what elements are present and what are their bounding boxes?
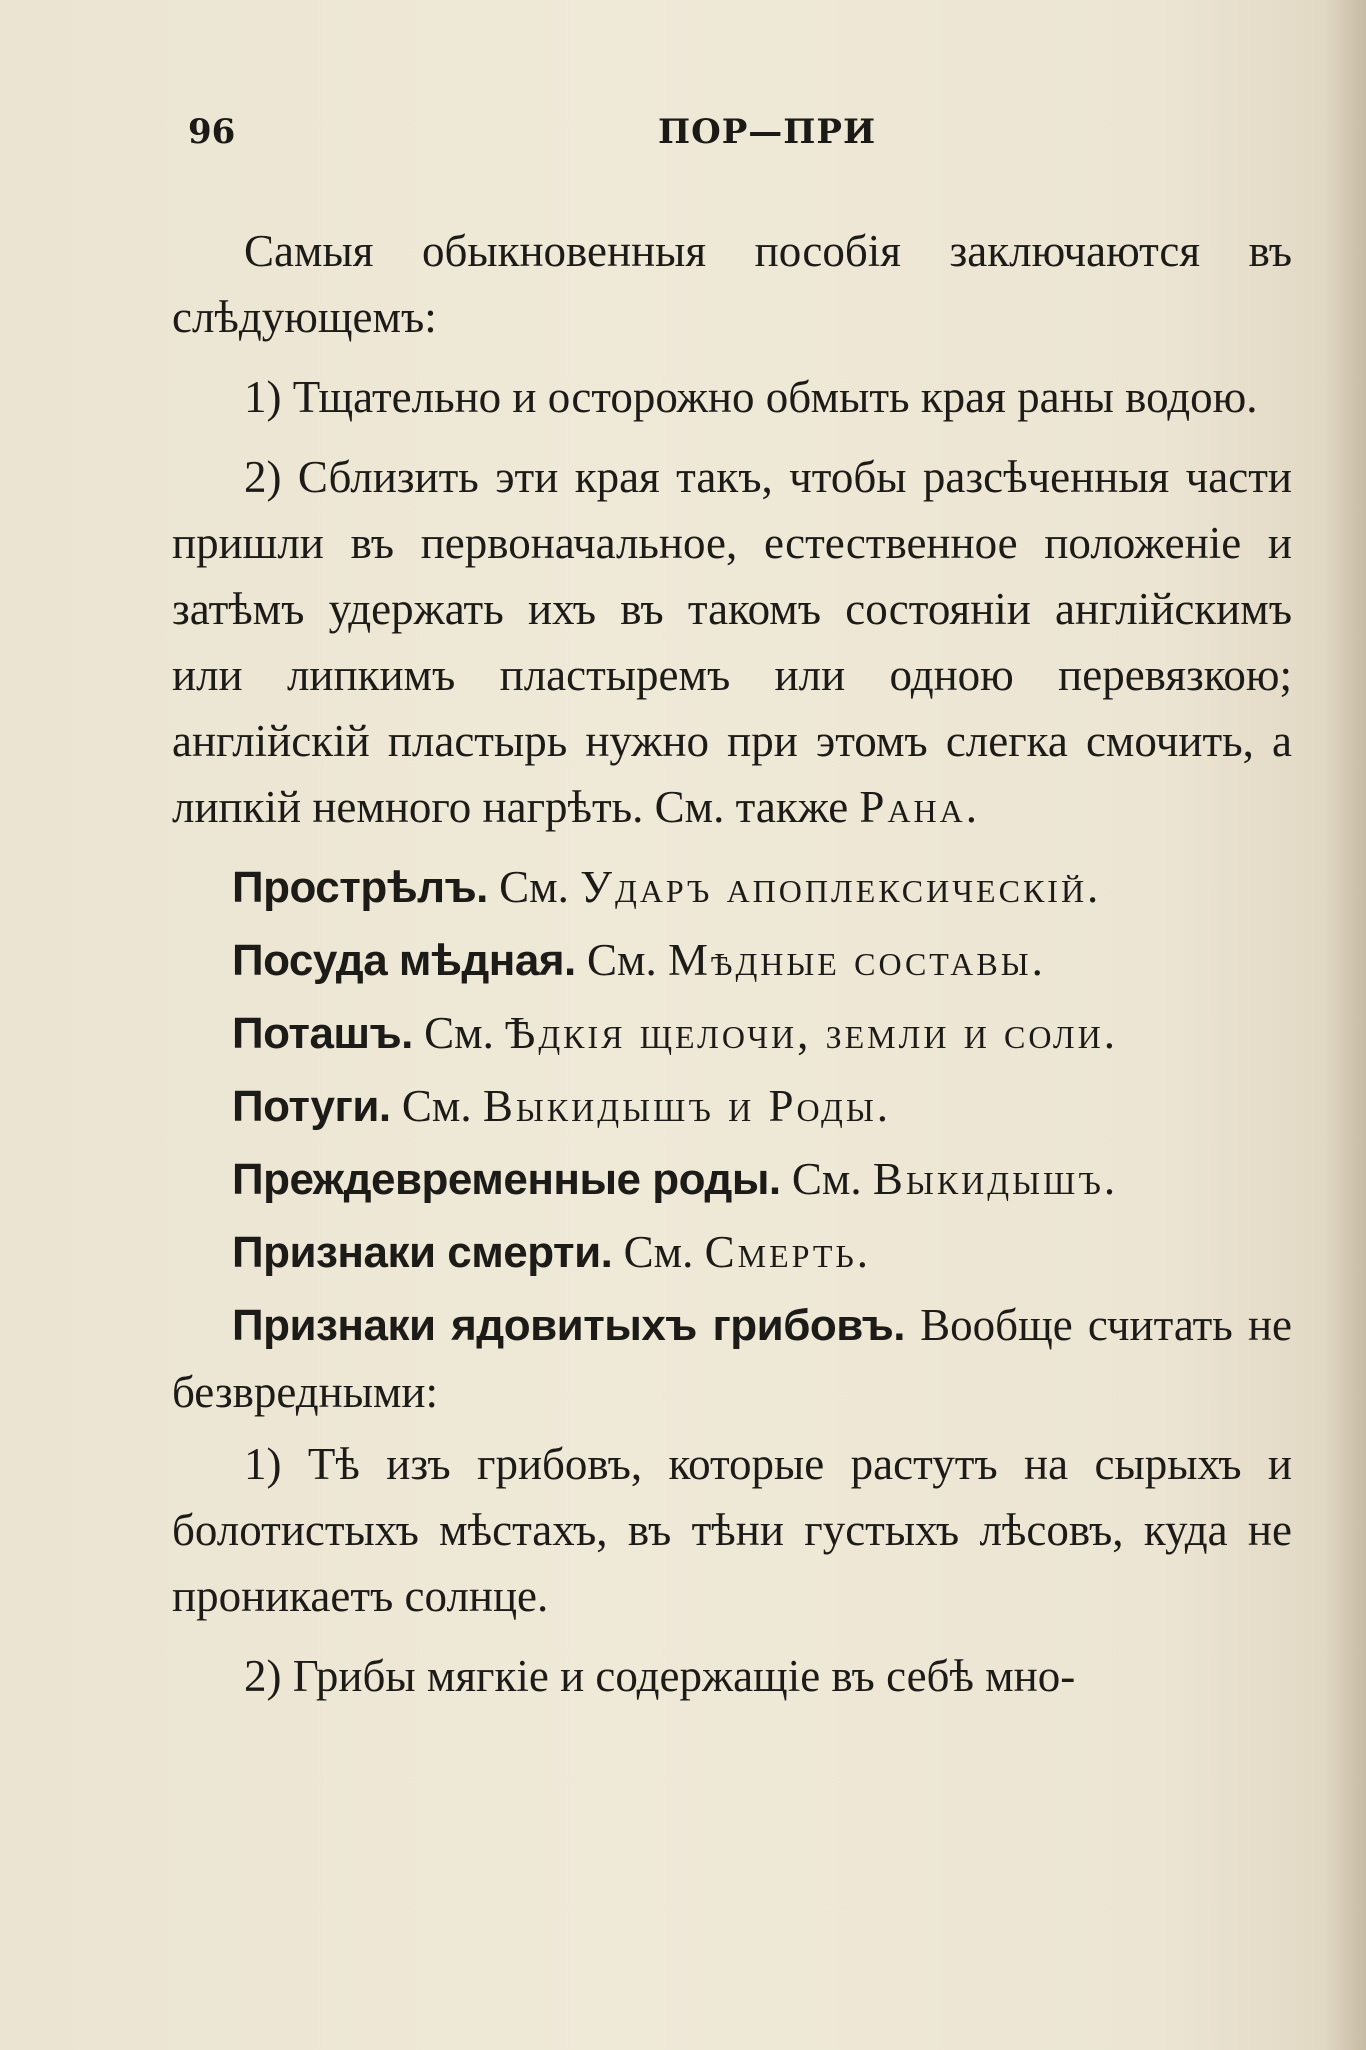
entry-term: Признаки ядовитыхъ грибовъ. [232,1301,906,1350]
entry-intro: Вообще считать не безвредными: [172,1300,1292,1417]
entry-term: Посуда мѣдная. [232,936,576,985]
dictionary-entry [172,1146,1292,1213]
cross-reference: Выкидышъ и Роды. [482,1081,891,1131]
entry-term: Преждевременные роды. [232,1155,781,1204]
page-number: 96 [188,112,236,152]
paragraph-intro: Самыя обыкновенныя пособія заключаются въ слѣдующемъ: [172,226,1292,342]
cross-reference: Выкидышъ. [872,1154,1119,1204]
see-label: См. [499,862,569,912]
cross-reference: Смерть. [704,1227,871,1277]
see-label: См. [401,1081,472,1131]
dictionary-entry [172,1000,1292,1067]
mushroom-item-2: 2) Грибы мягкіе и содержащіе въ себѣ мно- [244,1651,1076,1701]
entry-term: Потуги. [232,1082,391,1131]
page-body [172,218,1292,1723]
see-label: См. [586,935,657,985]
page-edge-shadow [1326,0,1366,2050]
dictionary-entry [172,1219,1292,1286]
cross-reference: Рана. [859,782,981,832]
dictionary-entry-mushrooms [172,1292,1292,1425]
paragraph-item-2 [172,444,1292,840]
entry-term: Прострѣлъ. [232,863,488,912]
dictionary-entry [172,927,1292,994]
see-label: См. [424,1008,494,1058]
paragraph-item-2-text: 2) Сблизить эти края такъ, чтобы разсѣченныя части пришли въ первоначальное, естественное положеніе и затѣмъ удержать ихъ въ такомъ состояніи англійскимъ или липкимъ пластыремъ или одною перевязкою; англійскій пластырь нужно при этомъ слегка смочить, а липкій немного нагрѣть. См. также [172,452,1292,832]
paragraph-item-1: 1) Тщательно и осторожно обмыть края раны водою. [244,372,1258,422]
dictionary-entry [172,1073,1292,1140]
mushroom-item-1: 1) Тѣ изъ грибовъ, которые растутъ на сырыхъ и болотистыхъ мѣстахъ, въ тѣни густыхъ лѣсовъ, куда не проникаетъ солнце. [172,1439,1292,1621]
cross-reference: Ударъ апоплексическій. [580,862,1102,912]
entry-term: Поташъ. [232,1009,413,1058]
see-label: См. [791,1154,862,1204]
see-label: См. [623,1227,694,1277]
cross-reference: Мѣдные составы. [667,935,1046,985]
running-head: ПОР—ПРИ [658,112,877,152]
cross-reference: Ѣдкія щелочи, земли и соли. [505,1008,1118,1058]
dictionary-entry [172,854,1292,921]
page-header [188,112,1288,172]
entry-term: Признаки смерти. [232,1228,613,1277]
